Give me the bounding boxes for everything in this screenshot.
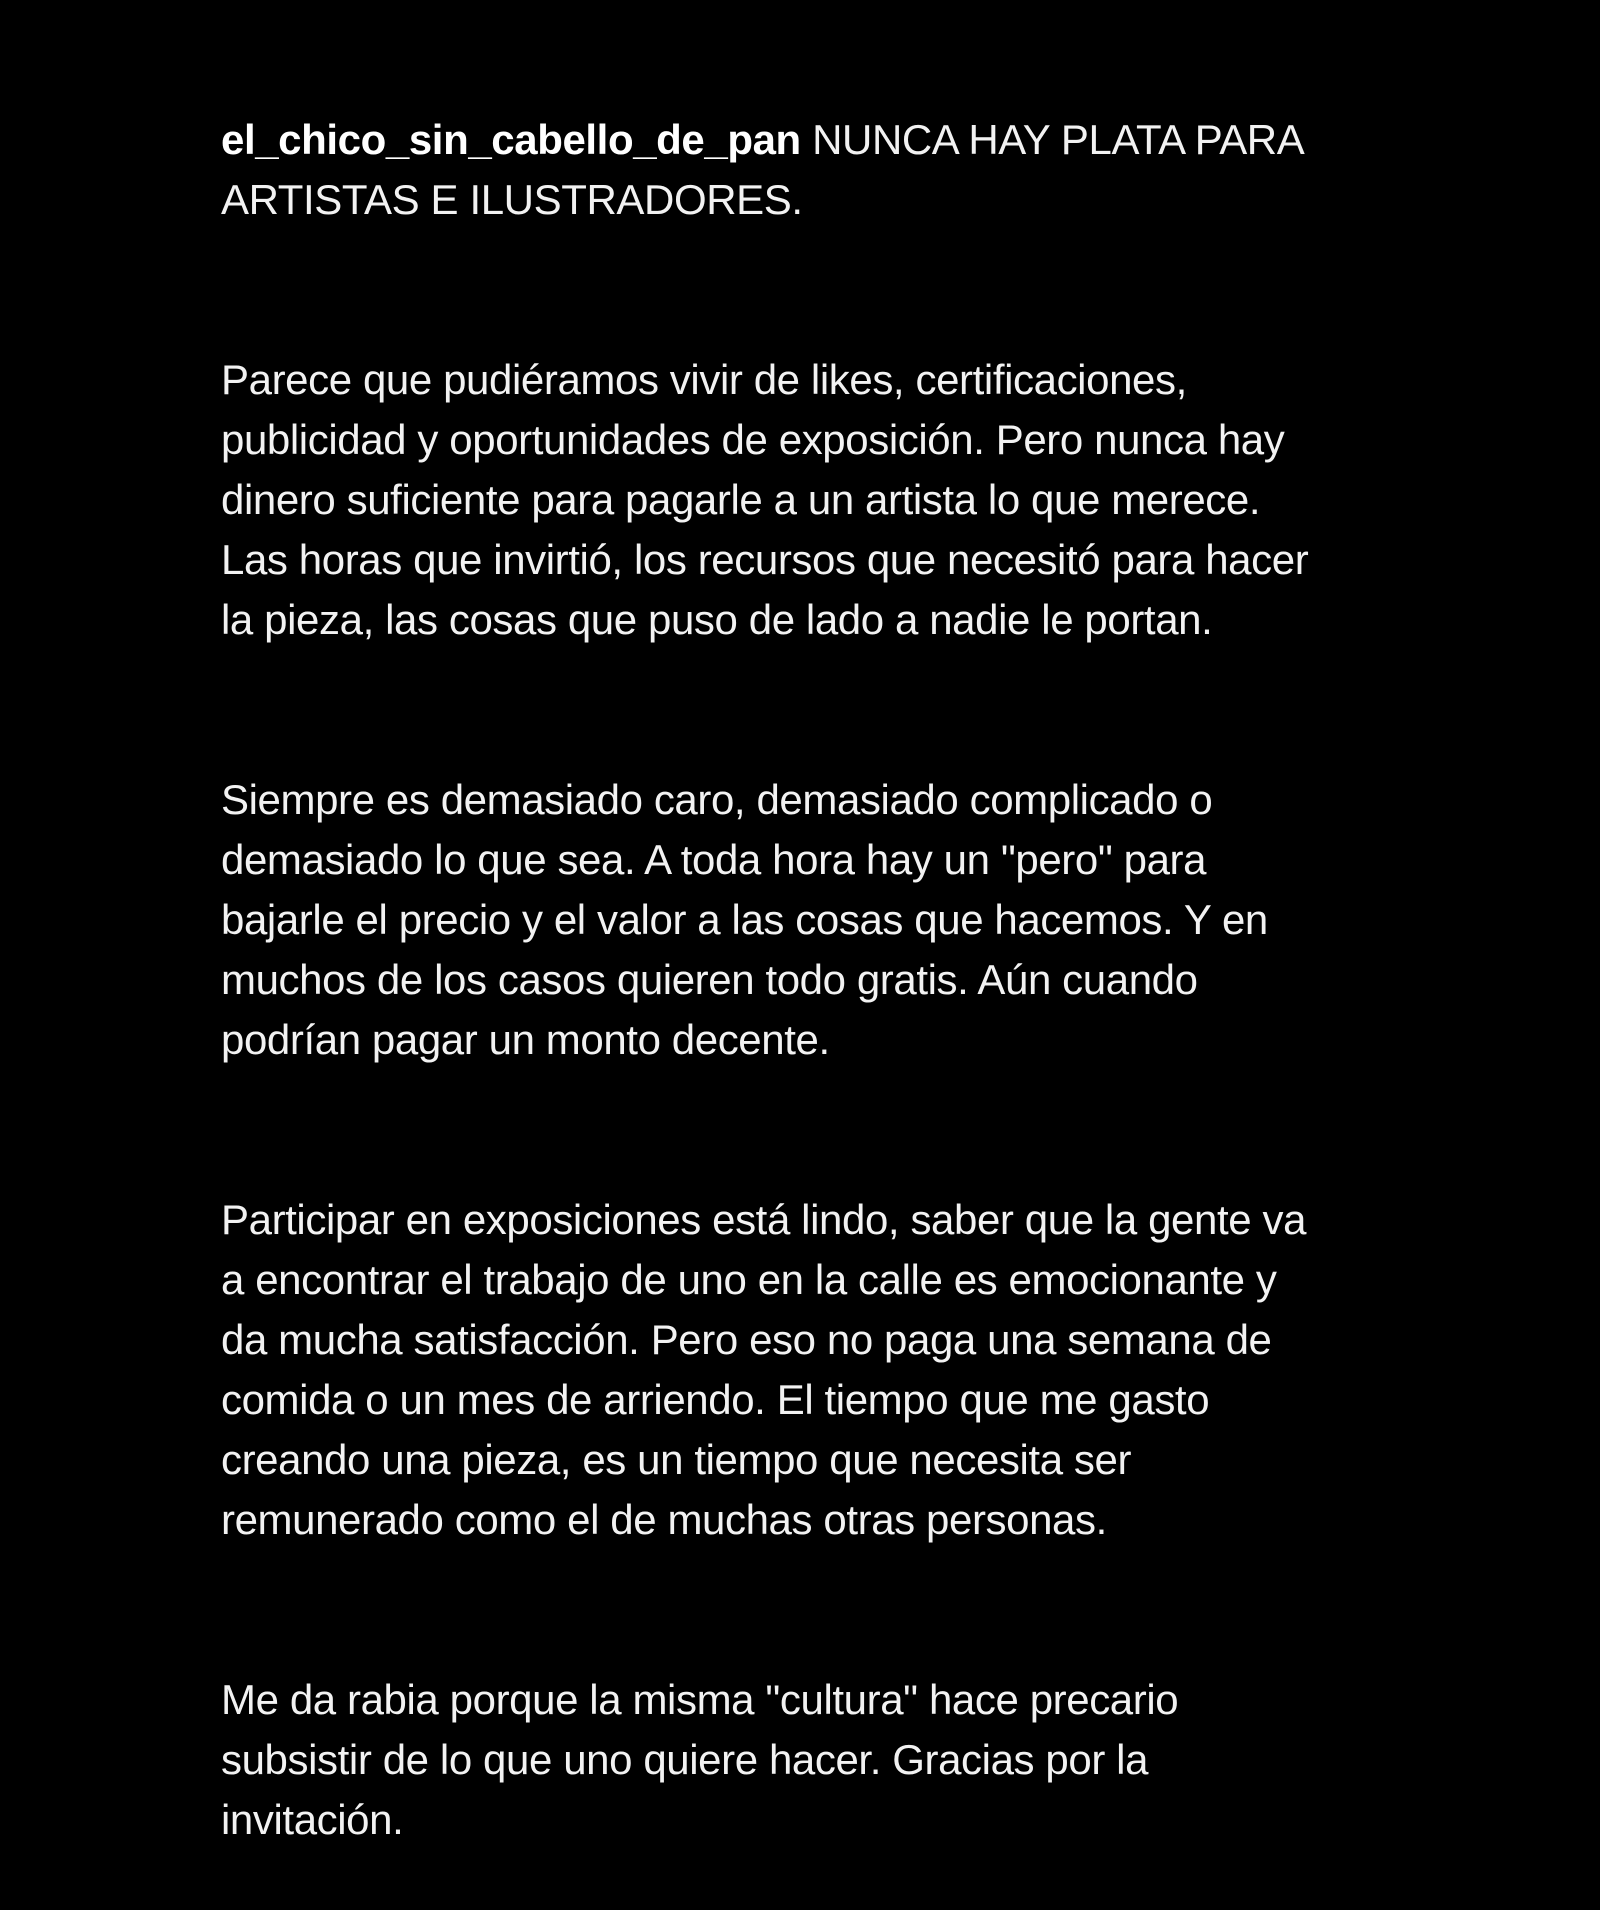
post-caption (221, 50, 1401, 1910)
username-link[interactable]: el_chico_sin_cabello_de_pan (221, 116, 801, 163)
caption-paragraph-2: Siempre es demasiado caro, demasiado complicado o demasiado lo que sea. A toda hora hay un "pero" para bajarle el precio y el valor a las cosas que hacemos. Y en muchos de los casos quieren todo gratis. Aún cuando podrían pagar un monto decente. (221, 776, 1268, 1063)
caption-paragraph-1: Parece que pudiéramos vivir de likes, certificaciones, publicidad y oportunidades de exposición. Pero nunca hay dinero suficiente para pagarle a un artista lo que merece. Las horas que invirtió, los recursos que necesitó para hacer la pieza, las cosas que puso de lado a nadie le portan. (221, 356, 1309, 643)
caption-headline (221, 110, 1401, 230)
caption-headline-text: NUNCA HAY PLATA PARA ARTISTAS E ILUSTRADORES. (221, 116, 1305, 223)
caption-paragraph-4: Me da rabia porque la misma "cultura" hace precario subsistir de lo que uno quiere hacer. Gracias por la invitación. (221, 1676, 1179, 1843)
caption-paragraph-3: Participar en exposiciones está lindo, saber que la gente va a encontrar el trabajo de uno en la calle es emocionante y da mucha satisfacción. Pero eso no paga una semana de comida o un mes de arriendo. El tiempo que me gasto creando una pieza, es un tiempo que necesita ser remunerado como el de muchas otras personas. (221, 1196, 1307, 1543)
